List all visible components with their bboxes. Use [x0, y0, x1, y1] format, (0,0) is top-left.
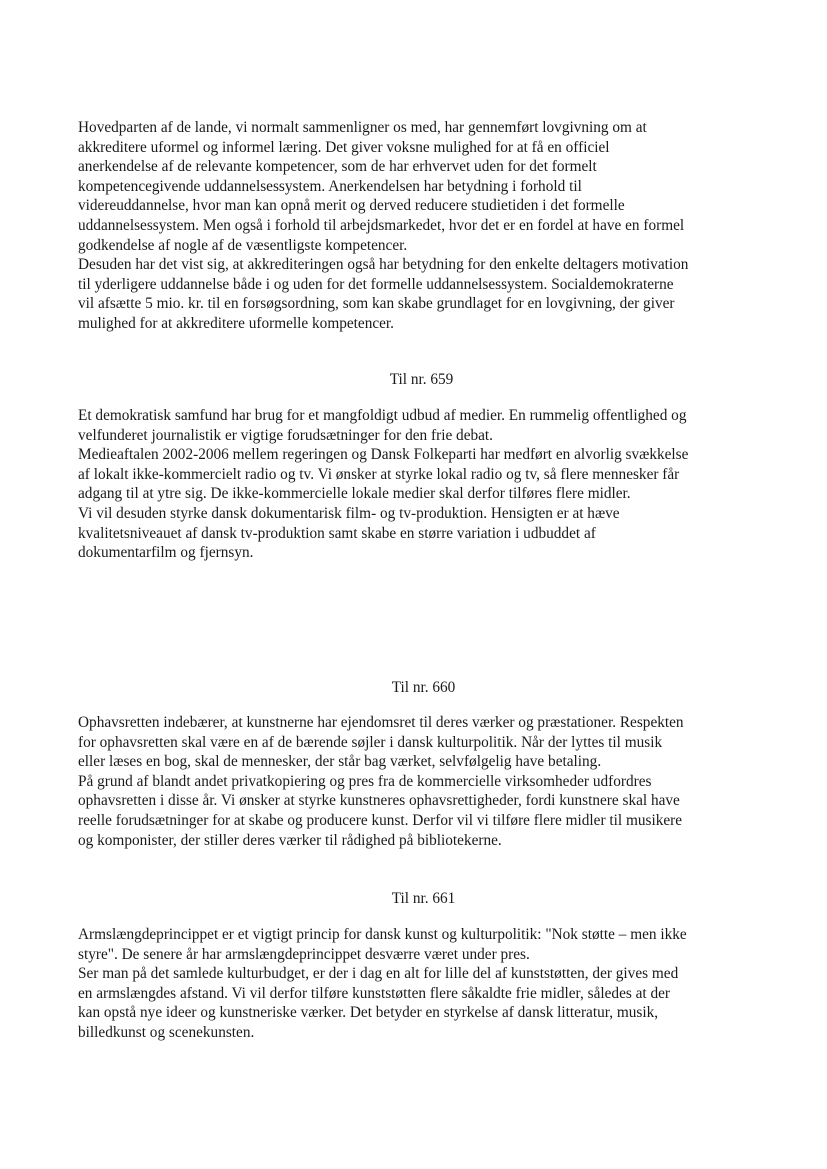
text-line: kvalitetsniveauet af dansk tv-produktion samt skabe en større variation i udbuddet af	[78, 524, 596, 542]
text-line: Ophavsretten indebærer, at kunstnerne har ejendomsret til deres værker og præstationer. Respekten	[78, 714, 684, 731]
text-line: eller læses en bog, skal de mennesker, der står bag værket, selvfølgelig have betaling.	[78, 753, 602, 771]
text-line: dokumentarfilm og fjernsyn.	[78, 544, 254, 562]
text-line: ophavsretten i disse år. Vi ønsker at styrke kunstneres ophavsrettigheder, fordi kunstnere skal have	[78, 792, 680, 810]
text-line: videreuddannelse, hvor man kan opnå merit og derved reducere studietiden i det formelle	[78, 197, 625, 215]
text-line: Desuden har det vist sig, at akkrediteringen også har betydning for den enkelte deltagers motivation	[78, 256, 689, 274]
text-line: billedkunst og scenekunsten.	[78, 1023, 255, 1041]
text-line: akkreditere uformel og informel læring. Det giver voksne mulighed for at få en officiel	[78, 138, 610, 156]
text-line: Et demokratisk samfund har brug for et mangfoldigt udbud af medier. En rummelig offentlighed og	[78, 407, 687, 424]
text-line: til yderligere uddannelse både i og uden for det formelle uddannelsessystem. Socialdemokraterne	[78, 275, 674, 293]
text-line: godkendelse af nogle af de væsentligste kompetencer.	[78, 236, 408, 254]
text-line: og komponister, der stiller deres værker til rådighed på bibliotekerne.	[78, 831, 502, 849]
text-line: velfunderet journalistik er vigtige forudsætninger for den frie debat.	[78, 426, 494, 444]
intro-paragraph	[78, 118, 750, 334]
text-line: kan opstå nye ideer og kunstneriske værker. Det betyder en styrkelse af dansk litteratur, musik,	[78, 1004, 659, 1022]
text-line: en armslængdes afstand. Vi vil derfor tilføre kunststøtten flere såkaldte frie midler, således at der	[78, 984, 671, 1002]
text-line: reelle forudsætninger for at skabe og producere kunst. Derfor vil vi tilføre flere midler til musikere	[78, 811, 683, 829]
section-heading-661: Til nr. 661	[391, 890, 456, 907]
text-line: vil afsætte 5 mio. kr. til en forsøgsordning, som kan skabe grundlaget for en lovgivning, der giver	[78, 295, 675, 313]
text-line: Ser man på det samlede kulturbudget, er der i dag en alt for lille del af kunststøtten, der gives med	[78, 965, 679, 983]
section-paragraph-661	[78, 925, 750, 1043]
text-line: for ophavsretten skal være en af de bærende søjler i dansk kulturpolitik. Når der lyttes til musik	[78, 733, 663, 751]
text-line: styre". De senere år har armslængdeprincippet desværre været under pres.	[78, 945, 530, 963]
section-heading-660: Til nr. 660	[391, 679, 456, 696]
text-line: kompetencegivende uddannelsessystem. Anerkendelsen har betydning i forhold til	[78, 177, 582, 195]
text-line: adgang til at ytre sig. De ikke-kommercielle lokale medier skal derfor tilføres flere midler.	[78, 485, 631, 503]
text-line: Medieaftalen 2002-2006 mellem regeringen og Dansk Folkeparti har medført en alvorlig svækkelse	[78, 446, 689, 464]
text-line: Hovedparten af de lande, vi normalt sammenligner os med, har gennemført lovgivning om at	[78, 119, 647, 136]
text-line: Vi vil desuden styrke dansk dokumentarisk film- og tv-produktion. Hensigten er at hæve	[78, 504, 620, 522]
text-line: mulighed for at akkreditere uformelle kompetencer.	[78, 314, 395, 332]
section-paragraph-659	[78, 406, 750, 563]
text-line: af lokalt ikke-kommercielt radio og tv. Vi ønsker at styrke lokal radio og tv, så flere mennesker får	[78, 465, 680, 483]
text-line: På grund af blandt andet privatkopiering og pres fra de kommercielle virksomheder udfordres	[78, 772, 652, 790]
text-line: anerkendelse af de relevante kompetencer, som de har erhvervet uden for det formelt	[78, 158, 597, 176]
section-paragraph-660	[78, 713, 750, 850]
text-line: uddannelsessystem. Men også i forhold til arbejdsmarkedet, hvor det er en fordel at have en formel	[78, 216, 685, 234]
section-heading-659: Til nr. 659	[389, 371, 454, 388]
text-line: Armslængdeprincippet er et vigtigt princip for dansk kunst og kulturpolitik: "Nok støtte – men ikke	[78, 926, 687, 943]
